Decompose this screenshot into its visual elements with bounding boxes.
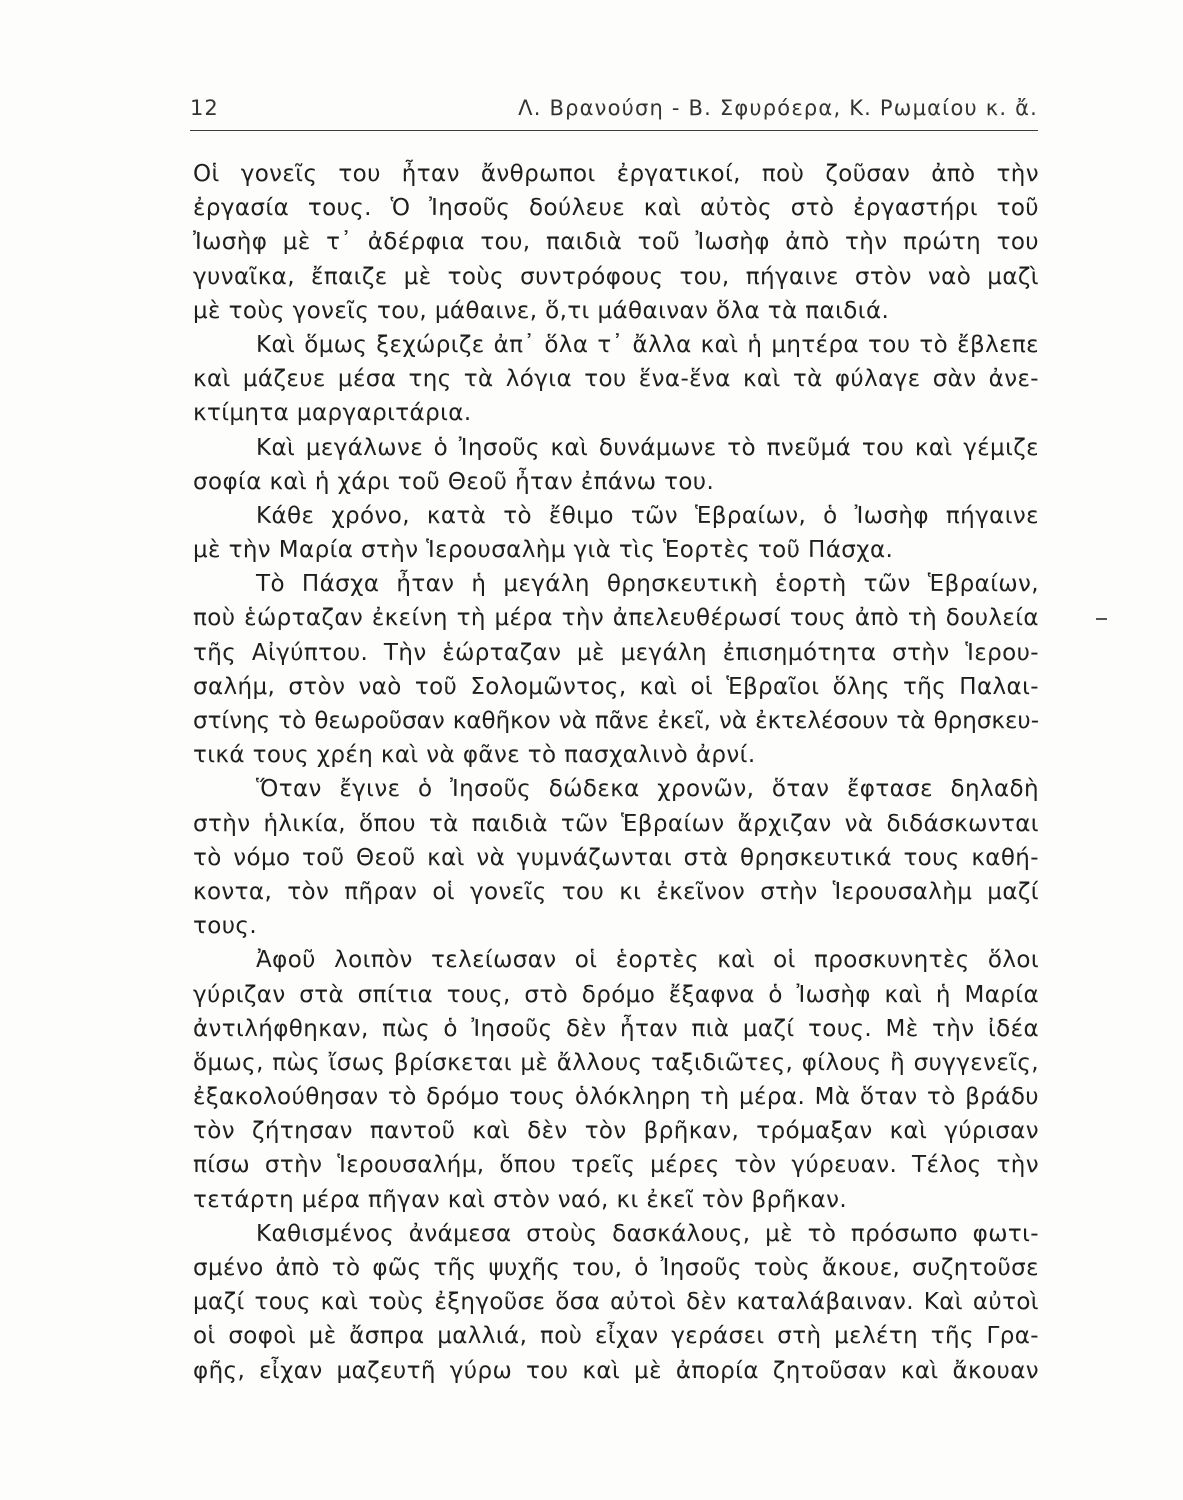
text-line: τετάρτη μέρα πῆγαν καὶ στὸν ναό, κι ἐκεῖ τὸν βρῆκαν. xyxy=(193,1186,848,1213)
text-line: τικά τους χρέη καὶ νὰ φᾶνε τὸ πασχαλινὸ ἀρνί. xyxy=(193,742,756,769)
text-line: στὴν ἡλικία, ὅπου τὰ παιδιὰ τῶν Ἑβραίων ἄρχιζαν νὰ διδάσκωνται xyxy=(193,810,1039,837)
text-line: οἱ σοφοὶ μὲ ἄσπρα μαλλιά, ποὺ εἶχαν γεράσει στὴ μελέτη τῆς Γρα- xyxy=(193,1323,1039,1350)
text-line: ἐργασία τους. Ὁ Ἰησοῦς δούλευε καὶ αὐτὸς στὸ ἐργαστήρι τοῦ xyxy=(193,195,1039,222)
text-line: μαζί τους καὶ τοὺς ἐξηγοῦσε ὅσα αὐτοὶ δὲν καταλάβαιναν. Καὶ αὐτοὶ xyxy=(193,1289,1039,1316)
text-line: ἀντιλήφθηκαν, πὼς ὁ Ἰησοῦς δὲν ἦταν πιὰ μαζί τους. Μὲ τὴν ἰδέα xyxy=(193,1015,1039,1042)
text-line: μὲ τοὺς γονεῖς του, μάθαινε, ὅ,τι μάθαιναν ὅλα τὰ παιδιά. xyxy=(193,297,890,324)
text-line: κοντα, τὸν πῆραν οἱ γονεῖς του κι ἐκεῖνον στὴν Ἱερουσαλὴμ μαζί xyxy=(193,878,1039,905)
text-line: σαλήμ, στὸν ναὸ τοῦ Σολομῶντος, καὶ οἱ Ἑβραῖοι ὅλης τῆς Παλαι- xyxy=(193,673,1039,700)
text-line: ἐξακολούθησαν τὸ δρόμο τους ὁλόκληρη τὴ μέρα. Μὰ ὅταν τὸ βράδυ xyxy=(193,1084,1039,1111)
page-header xyxy=(190,96,1038,131)
body-text xyxy=(193,157,1039,1388)
text-line: μὲ τὴν Μαρία στὴν Ἱερουσαλὴμ γιὰ τὶς Ἑορτὲς τοῦ Πάσχα. xyxy=(193,537,894,564)
text-line: τῆς Αἰγύπτου. Τὴν ἑώρταζαν μὲ μεγάλη ἐπισημότητα στὴν Ἱερου- xyxy=(193,639,1039,666)
text-line: ὅμως, πὼς ἴσως βρίσκεται μὲ ἄλλους ταξιδιῶτες, φίλους ἢ συγγενεῖς, xyxy=(193,1049,1039,1076)
text-line: ποὺ ἑώρταζαν ἐκείνη τὴ μέρα τὴν ἀπελευθέρωσί τους ἀπὸ τὴ δουλεία xyxy=(193,605,1039,632)
text-line: πίσω στὴν Ἱερουσαλήμ, ὅπου τρεῖς μέρες τὸν γύρευαν. Τέλος τὴν xyxy=(193,1152,1039,1179)
text-line: κτίμητα μαργαριτάρια. xyxy=(193,400,472,427)
text-line: σμένο ἀπὸ τὸ φῶς τῆς ψυχῆς του, ὁ Ἰησοῦς τοὺς ἄκουε, συζητοῦσε xyxy=(193,1255,1039,1281)
margin-mark xyxy=(1096,618,1107,620)
text-line: Καὶ μεγάλωνε ὁ Ἰησοῦς καὶ δυνάμωνε τὸ πνεῦμά του καὶ γέμιζε xyxy=(256,434,1039,461)
text-line: φῆς, εἶχαν μαζευτῆ γύρω του καὶ μὲ ἀπορία ζητοῦσαν καὶ ἄκουαν xyxy=(193,1357,1039,1384)
text-line: σοφία καὶ ἡ χάρι τοῦ Θεοῦ ἦταν ἐπάνω του. xyxy=(193,468,715,495)
text-line: Οἱ γονεῖς του ἦταν ἄνθρωποι ἐργατικοί, ποὺ ζοῦσαν ἀπὸ τὴν xyxy=(193,161,1039,187)
page-number: 12 xyxy=(190,96,219,120)
running-head: Λ. Βρανούση - Β. Σφυρόερα, Κ. Ρωμαίου κ. ἄ. xyxy=(518,96,1038,120)
text-line: καὶ μάζευε μέσα της τὰ λόγια του ἕνα-ἕνα καὶ τὰ φύλαγε σὰν ἀνε- xyxy=(193,366,1039,393)
text-line: Ὅταν ἔγινε ὁ Ἰησοῦς δώδεκα χρονῶν, ὅταν ἔφτασε δηλαδὴ xyxy=(256,776,1039,803)
text-line: στίνης τὸ θεωροῦσαν καθῆκον νὰ πᾶνε ἐκεῖ, νὰ ἐκτελέσουν τὰ θρησκευ- xyxy=(193,708,1039,734)
text-line: Ἰωσὴφ μὲ τ᾿ ἀδέρφια του, παιδιὰ τοῦ Ἰωσὴφ ἀπὸ τὴν πρώτη του xyxy=(193,229,1039,256)
text-line: Καθισμένος ἀνάμεσα στοὺς δασκάλους, μὲ τὸ πρόσωπο φωτι- xyxy=(256,1220,1039,1247)
text-line: Ἀφοῦ λοιπὸν τελείωσαν οἱ ἑορτὲς καὶ οἱ προσκυνητὲς ὅλοι xyxy=(256,947,1039,974)
text-line: τὸν ζήτησαν παντοῦ καὶ δὲν τὸν βρῆκαν, τρόμαξαν καὶ γύρισαν xyxy=(193,1118,1039,1145)
text-line: Καὶ ὅμως ξεχώριζε ἀπ᾿ ὅλα τ᾿ ἄλλα καὶ ἡ μητέρα του τὸ ἔβλεπε xyxy=(256,331,1039,358)
text-line: γυναῖκα, ἔπαιζε μὲ τοὺς συντρόφους του, πήγαινε στὸν ναὸ μαζὶ xyxy=(193,263,1039,290)
text-line: τὸ νόμο τοῦ Θεοῦ καὶ νὰ γυμνάζωνται στὰ θρησκευτικά τους καθή- xyxy=(193,844,1039,871)
text-line: Κάθε χρόνο, κατὰ τὸ ἔθιμο τῶν Ἑβραίων, ὁ Ἰωσὴφ πήγαινε xyxy=(256,502,1039,529)
text-line: τους. xyxy=(193,913,258,940)
text-line: Τὸ Πάσχα ἦταν ἡ μεγάλη θρησκευτικὴ ἑορτὴ τῶν Ἑβραίων, xyxy=(256,571,1039,598)
text-line: γύριζαν στὰ σπίτια τους, στὸ δρόμο ἔξαφνα ὁ Ἰωσὴφ καὶ ἡ Μαρία xyxy=(193,981,1039,1008)
